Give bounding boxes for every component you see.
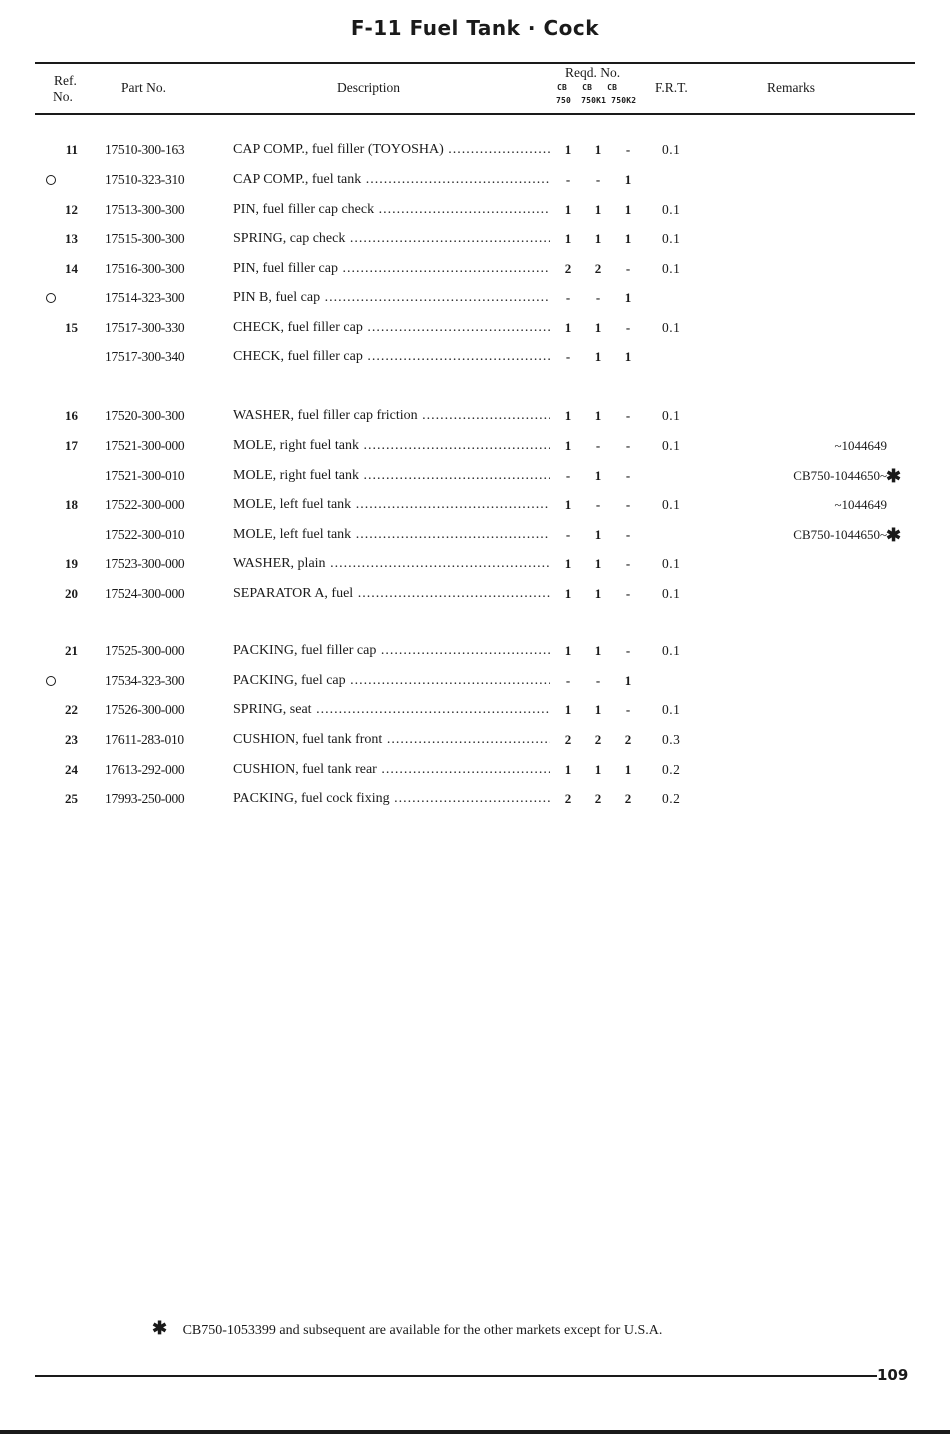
qty-cb750: - [565,349,571,364]
qty-cb750k1: 1 [594,320,602,335]
description: MOLE, right fuel tank ..... [233,466,550,486]
description: CAP COMP., fuel tank ..... [233,170,550,190]
table-row [0,436,950,456]
qty-cb750: 2 [564,261,572,276]
qty-cb750k2: 2 [624,791,632,806]
asterisk-icon: ✱ [886,466,902,486]
description: PIN, fuel filler cap ..... [233,259,550,279]
qty-cb750: 1 [564,556,572,571]
frt-value: 0.1 [662,142,681,157]
qty-cb750: 1 [564,320,572,335]
description: PACKING, fuel cock fixing ..... [233,789,550,809]
part-number: 17510-323-310 [105,172,185,187]
header-part-no: Part No. [121,80,166,95]
frt-value: 0.2 [662,791,681,806]
remark: ~1044649 [834,497,887,512]
qty-cb750: 1 [564,231,572,246]
header-models-bottom: 750 750K1 750K2 [556,96,637,105]
circle-marker-icon [46,676,56,686]
header-remarks: Remarks [767,80,815,95]
part-number: 17522-300-000 [105,497,185,512]
description: CHECK, fuel filler cap ..... [233,318,550,338]
part-number: 17521-300-000 [105,438,185,453]
table-row [0,554,950,574]
remark: CB750-1044650~ [793,468,887,483]
asterisk-icon: ✱ [152,1318,168,1338]
part-number: 17613-292-000 [105,762,185,777]
qty-cb750k1: 1 [594,556,602,571]
header-reqd-no: Reqd. No. [565,65,621,80]
table-row [0,200,950,220]
table-row [0,466,950,486]
ref-number: 23 [65,732,78,747]
footer-rule [35,1375,877,1377]
frt-value: 0.1 [662,320,681,335]
footnote [152,1318,662,1339]
frt-value: 0.1 [662,261,681,276]
description: PIN B, fuel cap ..... [233,288,550,308]
qty-cb750: - [565,468,571,483]
table-row [0,170,950,190]
part-number: 17520-300-300 [105,408,185,423]
part-number: 17522-300-010 [105,527,185,542]
part-number: 17523-300-000 [105,556,185,571]
qty-cb750k2: 2 [624,732,632,747]
table-row [0,140,950,160]
table-row [0,259,950,279]
description: MOLE, left fuel tank ..... [233,495,550,515]
header-description: Description [337,80,400,95]
ref-number: 14 [65,261,78,276]
part-number: 17524-300-000 [105,586,185,601]
qty-cb750: 2 [564,791,572,806]
qty-cb750k1: 1 [594,468,602,483]
qty-cb750: 1 [564,762,572,777]
table-row [0,760,950,780]
qty-cb750k1: 1 [594,202,602,217]
description: SPRING, cap check ..... [233,229,550,249]
description: CUSHION, fuel tank front ..... [233,730,550,750]
qty-cb750k1: 2 [594,261,602,276]
qty-cb750: 2 [564,732,572,747]
qty-cb750k2: - [625,497,631,512]
qty-cb750k2: 1 [624,172,632,187]
frt-value: 0.1 [662,586,681,601]
frt-value: 0.1 [662,643,681,658]
qty-cb750: 1 [564,438,572,453]
qty-cb750k2: 1 [624,349,632,364]
header-models-top: CB CB CB [557,83,618,92]
qty-cb750k1: 1 [594,408,602,423]
qty-cb750k1: 1 [594,527,602,542]
ref-number: 13 [65,231,78,246]
table-row [0,525,950,545]
qty-cb750k2: - [625,438,631,453]
qty-cb750k2: - [625,468,631,483]
part-number: 17517-300-330 [105,320,185,335]
qty-cb750k1: 2 [594,791,602,806]
qty-cb750k1: - [595,497,601,512]
ref-number: 12 [65,202,78,217]
description: SPRING, seat ..... [233,700,550,720]
ref-number: 19 [65,556,78,571]
header-frt: F.R.T. [655,80,688,95]
description: PACKING, fuel cap ..... [233,671,550,691]
ref-number: 21 [65,643,78,658]
part-number: 17526-300-000 [105,702,185,717]
description: WASHER, plain ..... [233,554,550,574]
part-number: 17517-300-340 [105,349,185,364]
ref-number: 16 [65,408,78,423]
frt-value: 0.1 [662,438,681,453]
description: SEPARATOR A, fuel ..... [233,584,550,604]
table-row [0,318,950,338]
part-number: 17611-283-010 [105,732,184,747]
part-number: 17521-300-010 [105,468,185,483]
ref-number: 18 [65,497,78,512]
qty-cb750k1: - [595,290,601,305]
frt-value: 0.1 [662,408,681,423]
qty-cb750: - [565,290,571,305]
qty-cb750k2: 1 [624,231,632,246]
page-bottom-edge [0,1430,950,1434]
frt-value: 0.1 [662,556,681,571]
part-number: 17515-300-300 [105,231,185,246]
qty-cb750k1: 1 [594,702,602,717]
qty-cb750k1: 1 [594,643,602,658]
asterisk-icon: ✱ [886,525,902,545]
header-ref-line2: No. [53,89,73,104]
description: MOLE, left fuel tank ..... [233,525,550,545]
qty-cb750k2: 1 [624,202,632,217]
part-number: 17514-323-300 [105,290,185,305]
qty-cb750k1: 2 [594,732,602,747]
qty-cb750k2: 1 [624,762,632,777]
table-row [0,584,950,604]
qty-cb750k2: - [625,527,631,542]
part-number: 17513-300-300 [105,202,185,217]
frt-value: 0.1 [662,702,681,717]
qty-cb750: 1 [564,702,572,717]
qty-cb750: - [565,527,571,542]
qty-cb750k2: - [625,702,631,717]
table-row [0,347,950,367]
qty-cb750: 1 [564,202,572,217]
description: CHECK, fuel filler cap ..... [233,347,550,367]
remark: ~1044649 [834,438,887,453]
qty-cb750k1: 1 [594,142,602,157]
ref-number: 15 [65,320,78,335]
page-title: F-11 Fuel Tank · Cock [350,16,600,40]
part-number: 17510-300-163 [105,142,185,157]
table-row [0,288,950,308]
qty-cb750k2: - [625,142,631,157]
ref-number: 17 [65,438,78,453]
frt-value: 0.3 [662,732,681,747]
frt-value: 0.1 [662,202,681,217]
frt-value: 0.2 [662,762,681,777]
table-row [0,229,950,249]
description: PIN, fuel filler cap check ..... [233,200,550,220]
ref-number: 22 [65,702,78,717]
description: MOLE, right fuel tank ..... [233,436,550,456]
table-row [0,671,950,691]
ref-number: 24 [65,762,78,777]
qty-cb750: 1 [564,142,572,157]
qty-cb750: 1 [564,497,572,512]
footnote-text: CB750-1053399 and subsequent are available for the other markets except for U.S.A. [182,1323,663,1338]
qty-cb750k1: - [595,438,601,453]
qty-cb750k2: 1 [624,673,632,688]
qty-cb750: - [565,673,571,688]
part-number: 17516-300-300 [105,261,185,276]
qty-cb750: 1 [564,586,572,601]
qty-cb750: 1 [564,643,572,658]
page-number: 109 [877,1366,909,1384]
table-row [0,789,950,809]
header-ref-line1: Ref. [54,73,77,88]
table-row [0,700,950,720]
qty-cb750k2: 1 [624,290,632,305]
part-number: 17993-250-000 [105,791,185,806]
description: WASHER, fuel filler cap friction ..... [233,406,550,426]
frt-value: 0.1 [662,231,681,246]
part-number: 17525-300-000 [105,643,185,658]
remark: CB750-1044650~ [793,527,887,542]
qty-cb750: 1 [564,408,572,423]
table-row [0,495,950,515]
table-row [0,641,950,661]
table-row [0,730,950,750]
qty-cb750k1: 1 [594,349,602,364]
ref-number: 11 [65,142,78,157]
ref-number: 25 [65,791,78,806]
qty-cb750k2: - [625,586,631,601]
qty-cb750k1: 1 [594,762,602,777]
frt-value: 0.1 [662,497,681,512]
qty-cb750k1: - [595,673,601,688]
qty-cb750: - [565,172,571,187]
description: CAP COMP., fuel filler (TOYOSHA) ..... [233,140,550,160]
qty-cb750k2: - [625,320,631,335]
qty-cb750k1: 1 [594,231,602,246]
qty-cb750k1: 1 [594,586,602,601]
circle-marker-icon [46,293,56,303]
qty-cb750k2: - [625,408,631,423]
ref-number: 20 [65,586,78,601]
qty-cb750k1: - [595,172,601,187]
circle-marker-icon [46,175,56,185]
part-number: 17534-323-300 [105,673,185,688]
description: CUSHION, fuel tank rear ..... [233,760,550,780]
qty-cb750k2: - [625,643,631,658]
qty-cb750k2: - [625,556,631,571]
table-row [0,406,950,426]
qty-cb750k2: - [625,261,631,276]
description: PACKING, fuel filler cap ..... [233,641,550,661]
